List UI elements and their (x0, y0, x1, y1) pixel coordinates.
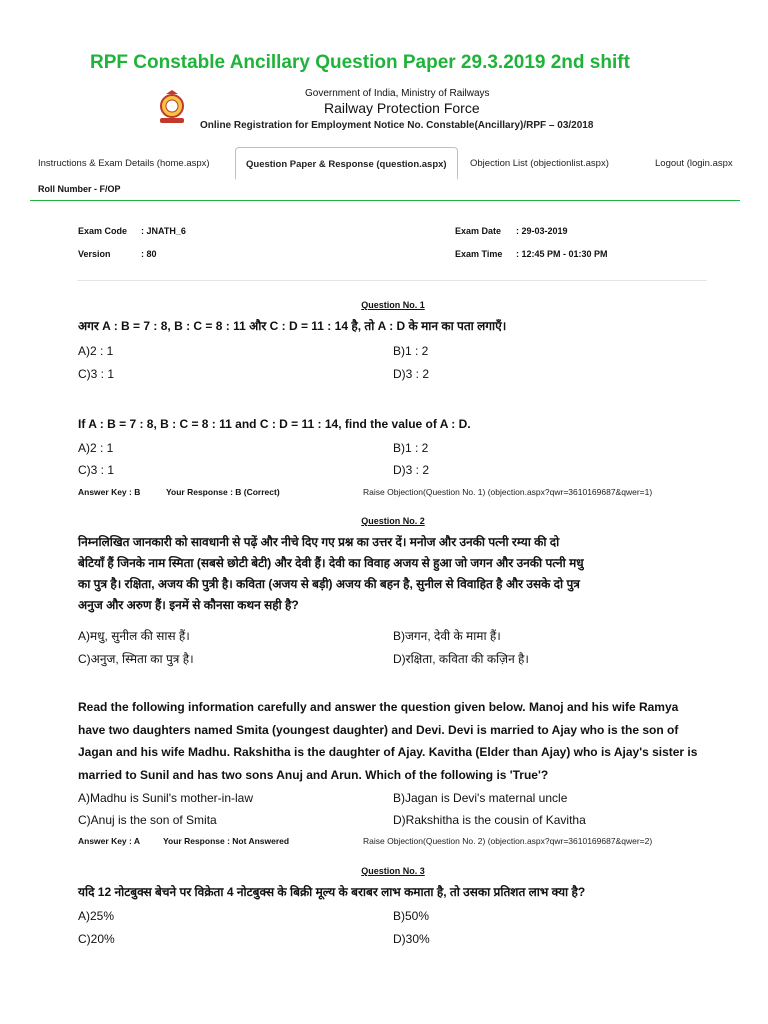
option-d: D)Rakshitha is the cousin of Kavitha (393, 813, 586, 827)
exam-time-value: : 12:45 PM - 01:30 PM (516, 249, 608, 259)
registration-line: Online Registration for Employment Notice No. Constable(Ancillary)/RPF – 03/2018 (200, 120, 594, 131)
answer-key: Answer Key : B (78, 487, 141, 497)
tab-question-paper[interactable]: Question Paper & Response (question.aspx) (235, 147, 458, 180)
rpf-emblem-icon (152, 88, 192, 128)
question-line: बेटियाँ हैं जिनके नाम स्मिता (सबसे छोटी बेटी) और देवी हैं। देवी का विवाह अजय से हुआ जो जगन और उनकी पत्नी मधु (78, 556, 584, 570)
option-a: A)मधु, सुनील की सास हैं। (78, 629, 190, 643)
exam-date-label: Exam Date (455, 226, 502, 236)
question-text-hindi (78, 532, 738, 616)
option-a: A)Madhu is Sunil's mother-in-law (78, 791, 254, 805)
option-b: B)Jagan is Devi's maternal uncle (393, 791, 568, 805)
option-a: A)2 : 1 (78, 344, 114, 358)
option-a: A)25% (78, 909, 115, 923)
your-response: Your Response : B (Correct) (166, 487, 280, 497)
raise-objection-link[interactable]: Raise Objection(Question No. 1) (objection.aspx?qwr=3610169687&qwer=1) (363, 487, 653, 497)
exam-time-label: Exam Time (455, 249, 503, 259)
question-line: का पुत्र है। रक्षिता, अजय की पुत्री है। कविता (अजय से बड़ी) अजय की बहन है, सुनील से विवाहित है और उसके दो पुत्र (78, 577, 580, 591)
question-line: Jagan and his wife Madhu. Rakshitha is the daughter of Ajay. Kavitha (Elder than Ajay) who is Ajay's sister is (78, 745, 698, 759)
tab-bar (28, 147, 768, 181)
question-line: married to Sunil and has two sons Anuj and Arun. Which of the following is 'True'? (78, 767, 549, 782)
tab-instructions[interactable]: Instructions & Exam Details (home.aspx) (38, 158, 210, 169)
site-header (150, 86, 670, 136)
question-text-hindi: अगर A : B = 7 : 8, B : C = 8 : 11 और C : D = 11 : 14 है, तो A : D के मान का पता लगाएँ। (78, 319, 507, 333)
question-number: Question No. 3 (361, 866, 425, 876)
raise-objection-link[interactable]: Raise Objection(Question No. 2) (objection.aspx?qwr=3610169687&qwer=2) (363, 836, 653, 846)
question-line: Read the following information carefully and answer the question given below. Manoj and his wife Ramya (78, 700, 679, 714)
question-text-english: If A : B = 7 : 8, B : C = 8 : 11 and C : D = 11 : 14, find the value of A : D. (78, 417, 471, 431)
your-response: Your Response : Not Answered (163, 836, 290, 846)
option-d: D)3 : 2 (393, 367, 430, 381)
option-b: B)1 : 2 (393, 441, 429, 455)
version-label: Version (78, 249, 111, 259)
option-c: C)अनुज, स्मिता का पुत्र है। (78, 652, 194, 666)
option-a: A)2 : 1 (78, 441, 114, 455)
exam-date-value: : 29-03-2019 (516, 226, 568, 236)
question-text-english (78, 696, 748, 786)
question-line: अनुज और अरुण हैं। इनमें से कौनसा कथन सही है? (78, 598, 299, 612)
exam-code-value: : JNATH_6 (141, 226, 186, 236)
organization-name: Railway Protection Force (324, 100, 480, 116)
option-b: B)50% (393, 909, 430, 923)
tab-logout[interactable]: Logout (login.aspx (655, 158, 733, 169)
version-value: : 80 (141, 249, 157, 259)
roll-number: Roll Number - F/OP (38, 184, 121, 194)
separator (77, 280, 707, 281)
option-c: C)3 : 1 (78, 463, 115, 477)
question-text-hindi: यदि 12 नोटबुक्स बेचने पर विक्रेता 4 नोटबुक्स के बिक्री मूल्य के बराबर लाभ कमाता है, तो उसका प्रतिशत लाभ क्या है? (78, 885, 586, 899)
question-line: निम्नलिखित जानकारी को सावधानी से पढ़ें और नीचे दिए गए प्रश्न का उत्तर दें। मनोज और उनकी पत्नी रम्या की दो (78, 535, 560, 549)
option-c: C)20% (78, 932, 115, 946)
option-b: B)जगन, देवी के मामा हैं। (393, 629, 501, 643)
option-b: B)1 : 2 (393, 344, 429, 358)
page-title: RPF Constable Ancillary Question Paper 29.3.2019 2nd shift (90, 52, 630, 73)
answer-key: Answer Key : A (78, 836, 141, 846)
option-d: D)रक्षिता, कविता की कज़िन है। (393, 652, 529, 666)
exam-code-label: Exam Code (78, 226, 128, 236)
tab-divider (30, 200, 740, 201)
question-line: have two daughters named Smita (youngest daughter) and Devi. Devi is married to Ajay who is the son of (78, 722, 679, 737)
tab-objection-list[interactable]: Objection List (objectionlist.aspx) (470, 158, 609, 169)
option-c: C)3 : 1 (78, 367, 115, 381)
option-c: C)Anuj is the son of Smita (78, 813, 217, 827)
government-line: Government of India, Ministry of Railways (305, 88, 490, 99)
question-number: Question No. 1 (361, 300, 425, 310)
option-d: D)30% (393, 932, 430, 946)
question-number: Question No. 2 (361, 516, 425, 526)
option-d: D)3 : 2 (393, 463, 430, 477)
